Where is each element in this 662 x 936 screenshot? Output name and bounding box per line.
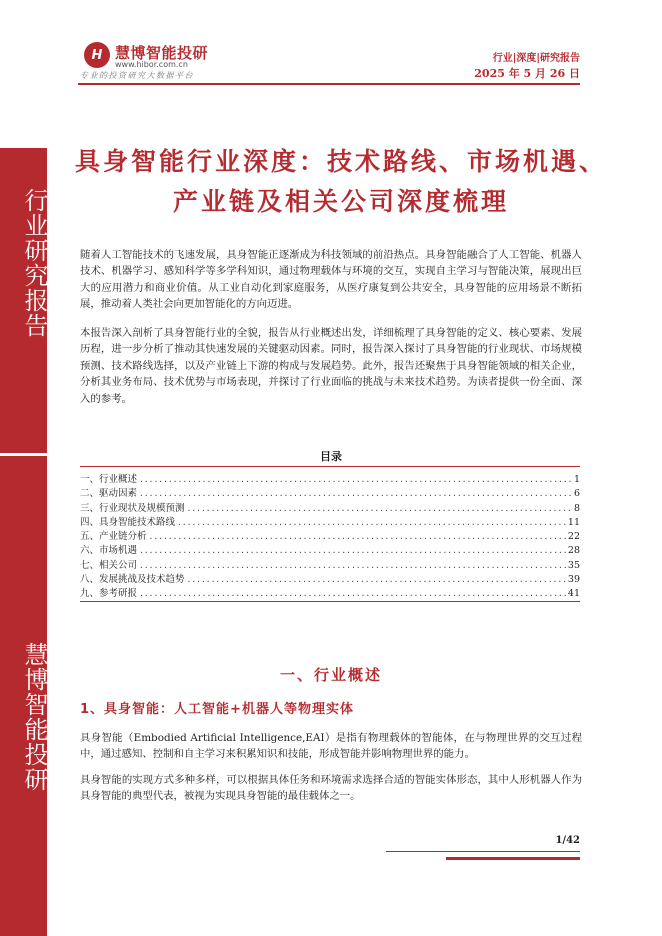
sidebar-top-band	[0, 148, 47, 453]
subsection-heading: 1、具身智能：人工智能+机器人等物理实体	[80, 702, 354, 717]
toc-entry[interactable]	[80, 585, 580, 599]
toc-leader-dots	[149, 532, 566, 541]
toc-leader-dots	[187, 504, 572, 513]
toc-top-divider	[80, 466, 580, 467]
toc-bottom-divider	[80, 601, 580, 602]
toc-entry-page: 41	[567, 588, 580, 600]
toc-entry[interactable]	[80, 485, 580, 499]
toc-entry-label: 三、行业现状及规模预测	[80, 502, 185, 514]
toc-entry-page: 1	[573, 474, 580, 485]
logo-url[interactable]: www.hibor.com.cn	[115, 60, 188, 69]
section-heading: 一、行业概述	[279, 666, 382, 684]
toc-entry-page: 39	[567, 574, 580, 586]
sidebar-report-label: 行业研究报告	[20, 188, 48, 338]
toc-leader-dots	[139, 589, 566, 598]
toc-entry-label: 四、具身智能技术路线	[80, 516, 176, 528]
toc-entry-label: 八、发展挑战及技术趋势	[80, 574, 185, 586]
toc-title: 目录	[320, 450, 342, 463]
toc-entry-page: 8	[573, 502, 580, 514]
header-divider	[78, 83, 580, 85]
page-number: 1/42	[555, 835, 580, 846]
toc-leader-dots	[177, 518, 566, 527]
intro-paragraph-2: 本报告深入剖析了具身智能行业的全貌，报告从行业概述出发，详细梳理了具身智能的定义、核心要素、发展历程，进一步分析了推动其快速发展的关键驱动因素。同时，报告深入探讨了具身智能的行业现状、市场规模预测、技术路线选择，以及产业链上下游的构成与发展趋势。此外，报告还聚焦于具身智能领域的相关企业，分析其业务布局、技术优势与市场表现，并探讨了行业面临的挑战与未来技术趋势。为读者提供一份全面、深入的参考。	[80, 327, 582, 405]
toc-entry[interactable]	[80, 500, 580, 514]
logo-icon: H	[84, 42, 110, 68]
toc-leader-dots	[139, 489, 572, 498]
logo-slogan: 专业的投资研究大数据平台	[80, 71, 194, 80]
logo-name: 慧博智能投研	[115, 44, 209, 62]
toc-list	[80, 471, 580, 600]
toc-entry[interactable]	[80, 528, 580, 542]
toc-entry[interactable]	[80, 571, 580, 585]
toc-entry-label: 一、行业概述	[80, 474, 138, 485]
sidebar-bottom-band	[0, 456, 47, 936]
sidebar-brand-label: 慧博智能投研	[20, 642, 48, 792]
toc-entry-page: 28	[567, 545, 580, 557]
toc-leader-dots	[139, 561, 566, 570]
report-title-line-1: 具身智能行业深度：技术路线、市场机遇、	[74, 147, 607, 176]
toc-entry-page: 35	[567, 559, 580, 571]
toc-entry[interactable]	[80, 557, 580, 571]
section-paragraph-1: 具身智能（Embodied Artificial Intelligence,EAI）是指有物理载体的智能体，在与物理世界的交互过程中，通过感知、控制和自主学习来积累知识和技能，形成智能并影响物理世界的能力。	[80, 732, 582, 761]
report-type: 行业|深度|研究报告	[492, 53, 580, 64]
toc-entry[interactable]	[80, 542, 580, 556]
toc-leader-dots	[139, 546, 566, 555]
toc-entry-label: 五、产业链分析	[80, 531, 147, 543]
toc-entry[interactable]	[80, 471, 580, 485]
toc-entry-label: 九、参考研报	[80, 588, 138, 600]
toc-entry-label: 六、市场机遇	[80, 545, 138, 557]
section-paragraph-2: 具身智能的实现方式多种多样，可以根据具体任务和环境需求选择合适的智能实体形态，其中人形机器人作为具身智能的典型代表，被视为实现具身智能的最佳载体之一。	[80, 774, 582, 803]
toc-entry-page: 11	[567, 516, 580, 528]
toc-entry-label: 七、相关公司	[80, 559, 138, 571]
footer-divider-thick	[446, 857, 580, 860]
toc-entry[interactable]	[80, 514, 580, 528]
footer-divider-thin	[386, 851, 580, 852]
toc-entry-page: 22	[567, 531, 580, 543]
report-date: 2025 年 5 月 26 日	[474, 67, 580, 80]
intro-paragraph-1: 随着人工智能技术的飞速发展，具身智能正逐渐成为科技领域的前沿热点。具身智能融合了人工智能、机器人技术、机器学习、感知科学等多学科知识，通过物理载体与环境的交互，实现自主学习与智能决策，展现出巨大的应用潜力和商业价值。从工业自动化到家庭服务，从医疗康复到公共安全，具身智能的应用场景不断拓展，推动着人类社会向更加智能化的方向迈进。	[80, 249, 582, 311]
toc-entry-label: 二、驱动因素	[80, 488, 138, 500]
report-title-line-2: 产业链及相关公司深度梳理	[172, 187, 509, 216]
toc-leader-dots	[139, 475, 572, 484]
toc-entry-page: 6	[573, 488, 580, 500]
toc-leader-dots	[187, 575, 566, 584]
